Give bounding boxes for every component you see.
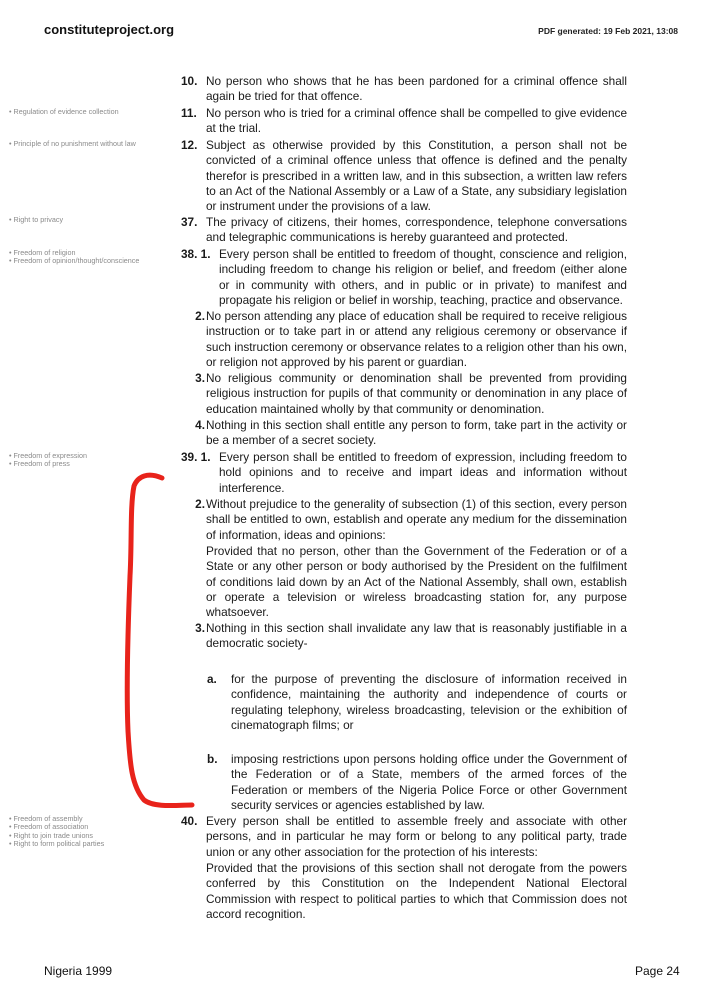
section-number: 39. 1.: [181, 450, 211, 464]
topic-tags-evidence: [9, 108, 119, 116]
topic-tags-religion: [9, 249, 139, 266]
topic-tag: • Right to form political parties: [9, 840, 104, 848]
subsection-number: 3.: [195, 621, 205, 635]
clause-number: 12.: [181, 138, 198, 152]
section-text: Every person shall be entitled to freedom of expression, including freedom to hold opinions and to receive and impart ideas and information without interference.: [219, 450, 627, 495]
topic-tags-assembly: [9, 815, 104, 849]
section-number: 38. 1.: [181, 247, 211, 261]
paragraph-letter: b.: [207, 752, 218, 766]
footer-country: Nigeria 1999: [44, 964, 113, 978]
section-text: Every person shall be entitled to assemble freely and associate with other persons, and in particular he may form or belong to any political party, trade union or any other association for the protection of his interests:: [206, 814, 627, 859]
topic-tag: • Regulation of evidence collection: [9, 108, 119, 116]
subsection-text: No religious community or denomination shall be prevented from providing religious instruction for pupils of that community or denomination in any place of education maintained wholly by that community or denomination.: [206, 371, 627, 416]
topic-tags-expression: [9, 452, 87, 469]
proviso-text: Provided that the provisions of this section shall not derogate from the powers conferred by this Constitution on the Independent National Electoral Commission with respect to political parties to which that Commission does not accord recognition.: [206, 861, 627, 921]
topic-tag: • Principle of no punishment without law: [9, 140, 136, 148]
proviso-text: Provided that no person, other than the Government of the Federation or of a State or any other person or body authorised by the President on the fulfilment of conditions laid down by an Act of the National Assembly, shall own, establish or operate a television or wireless broadcasting station for, any purpose whatsoever.: [206, 544, 627, 620]
subsection-number: 2.: [195, 497, 205, 511]
paragraph-text: for the purpose of preventing the disclosure of information received in confidence, maintaining the authority and independence of courts or regulating telephony, wireless broadcasting, television or the exhibition of cinematograph films; or: [231, 672, 627, 732]
section-text: Every person shall be entitled to freedom of thought, conscience and religion, including freedom to change his religion or belief, and freedom (either alone or in community with others, and in public or in private) to manifest and propagate his religion or belief in worship, teaching, practice and observance.: [219, 247, 627, 307]
subsection-number: 2.: [195, 309, 205, 323]
subsection-text: Nothing in this section shall entitle any person to form, take part in the activity or be a member of a secret society.: [206, 418, 627, 448]
red-bracket-annotation: [118, 466, 198, 811]
section-number: 37.: [181, 215, 198, 229]
subsection-number: 4.: [195, 418, 205, 432]
clause-number: 10.: [181, 74, 198, 88]
bracket-stroke: [127, 475, 192, 805]
topic-tag: • Freedom of opinion/thought/conscience: [9, 257, 139, 265]
topic-tag: • Freedom of press: [9, 460, 87, 468]
paragraph-text: imposing restrictions upon persons holding office under the Government of the Federation or of a State, members of the armed forces of the Federation or members of the Nigeria Police Force or other Government security services or agencies established by law.: [231, 752, 627, 812]
subsection-number: 3.: [195, 371, 205, 385]
section-text: The privacy of citizens, their homes, correspondence, telephone conversations and telegraphic communications is hereby guaranteed and protected.: [206, 215, 627, 245]
section-number: 40.: [181, 814, 198, 828]
topic-tags-privacy: [9, 216, 63, 224]
clause-text: No person who shows that he has been pardoned for a criminal offence shall again be tried for that offence.: [206, 74, 627, 104]
pdf-generated-date: PDF generated: 19 Feb 2021, 13:08: [538, 26, 678, 36]
site-name: constituteproject.org: [44, 22, 175, 37]
paragraph-letter: a.: [207, 672, 217, 686]
subsection-text: No person attending any place of education shall be required to receive religious instruction or to take part in or attend any religious ceremony or observance if such instruction ceremony or observance relates to a religion other than his own, or religion not approved by his parent or guardian.: [206, 309, 627, 369]
subsection-text: Without prejudice to the generality of subsection (1) of this section, every person shall be entitled to own, establish and operate any medium for the dissemination of information, ideas and opinions:: [206, 497, 627, 542]
footer-page-number: Page 24: [635, 964, 680, 978]
topic-tag: • Freedom of association: [9, 823, 104, 831]
topic-tag: • Freedom of assembly: [9, 815, 104, 823]
clause-text: Subject as otherwise provided by this Constitution, a person shall not be convicted of a criminal offence unless that offence is defined and the penalty therefor is prescribed in a written law, and in this subsection, a written law refers to an Act of the National Assembly or a Law of a State, any subsidiary legislation or instrument under the provisions of a law.: [206, 138, 627, 214]
topic-tag: • Freedom of religion: [9, 249, 139, 257]
clause-text: No person who is tried for a criminal offence shall be compelled to give evidence at the trial.: [206, 106, 627, 136]
subsection-text: Nothing in this section shall invalidate any law that is reasonably justifiable in a democratic society-: [206, 621, 627, 651]
topic-tag: • Right to privacy: [9, 216, 63, 224]
topic-tag: • Right to join trade unions: [9, 832, 104, 840]
clause-number: 11.: [181, 106, 197, 120]
topic-tags-punishment: [9, 140, 136, 148]
topic-tag: • Freedom of expression: [9, 452, 87, 460]
